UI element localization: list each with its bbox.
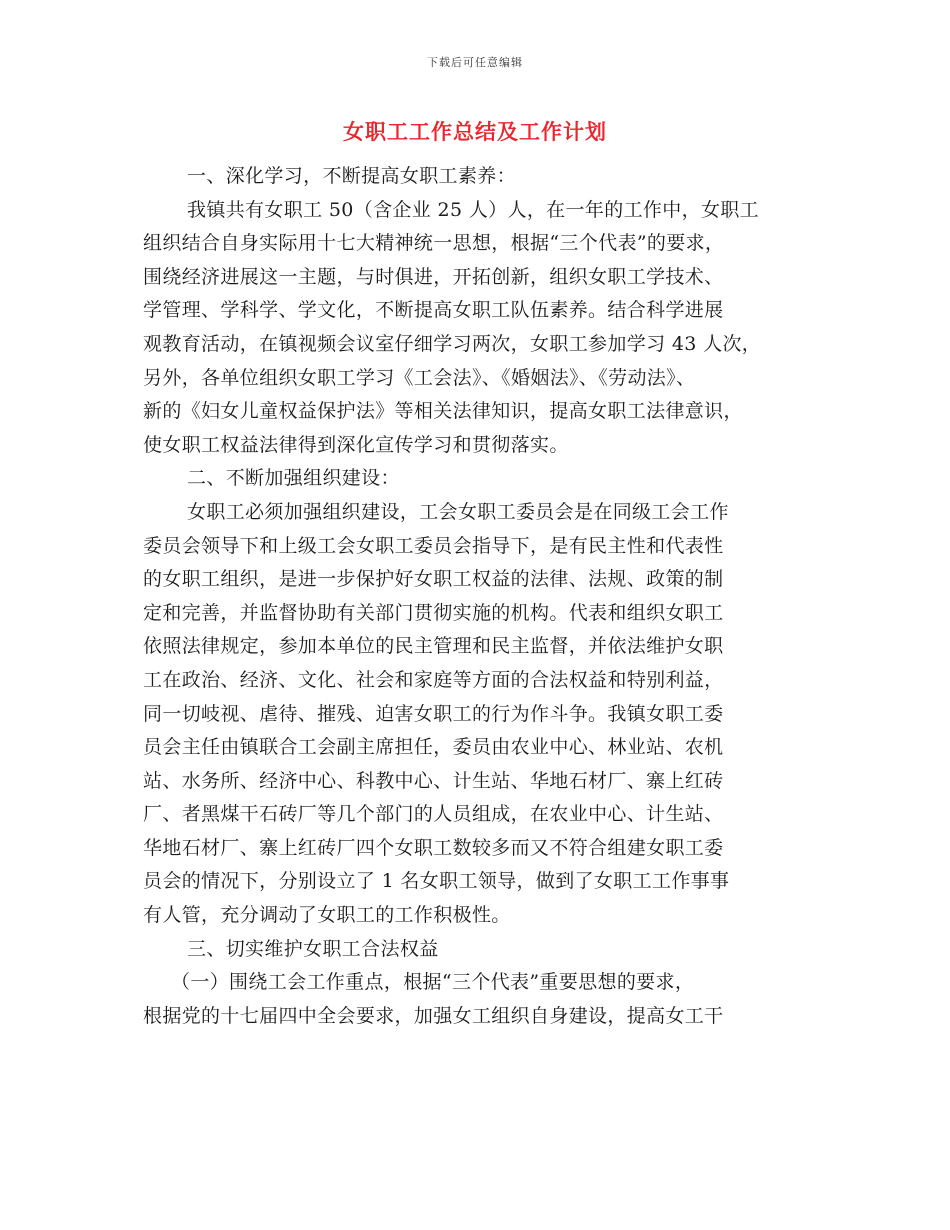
paragraph-line: 依照法律规定，参加本单位的民主管理和民主监督，并依法维护女职: [143, 635, 724, 658]
paragraph-line: （一）围绕工会工作重点，根据“三个代表”重要思想的要求，: [171, 971, 695, 994]
paragraph-line: 女职工必须加强组织建设，工会女职工委员会是在同级工会工作: [187, 500, 729, 523]
paragraph-line: 我镇共有女职工 50（含企业 25 人）人，在一年的工作中，女职工: [187, 198, 760, 221]
paragraph-line: 观教育活动，在镇视频会议室仔细学习两次，女职工参加学习 43 人次，: [143, 332, 762, 355]
paragraph-line: 使女职工权益法律得到深化宣传学习和贯彻落实。: [143, 433, 569, 456]
paragraph-line: 学管理、学科学、学文化，不断提高女职工队伍素养。结合科学进展: [143, 299, 724, 322]
paragraph-line: 组织结合自身实际用十七大精神统一思想，根据“三个代表”的要求，: [143, 232, 725, 255]
paragraph-line: 根据党的十七届四中全会要求，加强女工组织自身建设，提高女工干: [143, 1004, 724, 1027]
section-heading-1: 一、深化学习，不断提高女职工素养：: [187, 165, 516, 187]
paragraph-line: 有人管，充分调动了女职工的工作积极性。: [143, 904, 511, 927]
paragraph-line: 工在政治、经济、文化、社会和家庭等方面的合法权益和特别利益，: [143, 668, 724, 691]
paragraph-line: 员会的情况下，分别设立了 1 名女职工领导，做到了女职工工作事事: [143, 870, 730, 893]
paragraph-line: 围绕经济进展这一主题，与时俱进，开拓创新，组织女职工学技术、: [143, 265, 724, 288]
paragraph-line: 的女职工组织，是进一步保护好女职工权益的法律、法规、政策的制: [143, 568, 724, 591]
document-title: 女职工工作总结及工作计划: [343, 119, 607, 144]
paragraph-line: 新的《妇女儿童权益保护法》等相关法律知识，提高女职工法律意识，: [143, 400, 743, 423]
paragraph-line: 委员会领导下和上级工会女职工委员会指导下，是有民主性和代表性: [143, 534, 724, 557]
paragraph-line: 站、水务所、经济中心、科教中心、计生站、华地石材厂、寨上红砖: [143, 769, 724, 792]
paragraph-line: 另外，各单位组织女职工学习《工会法》、《婚姻法》、《劳动法》、: [143, 366, 696, 389]
paragraph-line: 员会主任由镇联合工会副主席担任，委员由农业中心、林业站、农机: [143, 736, 724, 759]
section-heading-2: 二、不断加强组织建设：: [187, 467, 400, 490]
paragraph-line: 同一切岐视、虐待、摧残、迫害女职工的行为作斗争。我镇女职工委: [143, 702, 724, 725]
paragraph-line: 厂、者黑煤干石砖厂等几个部门的人员组成，在农业中心、计生站、: [143, 803, 724, 826]
paragraph-line: 华地石材厂、寨上红砖厂四个女职工数较多而又不符合组建女职工委: [143, 836, 724, 859]
paragraph-line: 定和完善，并监督协助有关部门贯彻实施的机构。代表和组织女职工: [143, 601, 724, 624]
document-body: [143, 160, 815, 1033]
section-heading-3: 三、切实维护女职工合法权益: [187, 937, 439, 960]
page-header-note: 下载后可任意编辑: [427, 56, 523, 69]
